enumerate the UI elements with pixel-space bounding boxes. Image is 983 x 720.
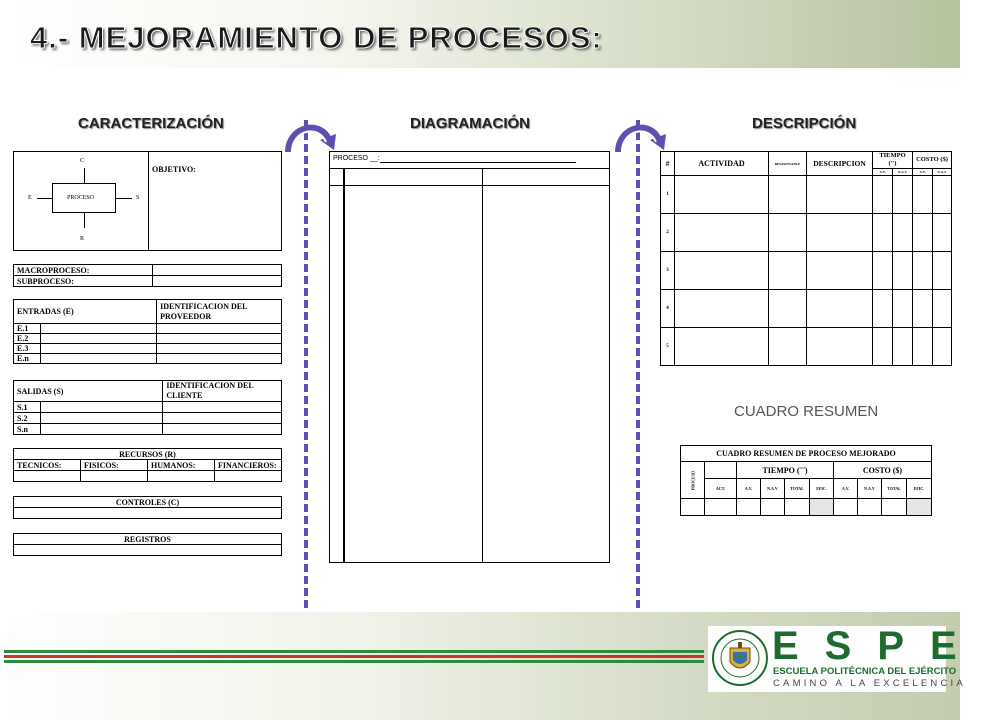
resumen-cell[interactable] bbox=[705, 499, 737, 516]
desc-sub-av: A.V. bbox=[873, 169, 893, 176]
cliente-cell[interactable] bbox=[163, 402, 282, 413]
footer-stripes bbox=[4, 650, 704, 665]
desc-cell[interactable] bbox=[893, 252, 913, 290]
subproceso-value[interactable] bbox=[153, 276, 282, 287]
resumen-sub-act: ACT. bbox=[705, 479, 737, 499]
desc-cell[interactable] bbox=[873, 252, 893, 290]
resumen-sub-total: TOTAL bbox=[882, 479, 907, 499]
resumen-sub-nav: N.A.V bbox=[858, 479, 882, 499]
page-title: 4.- MEJORAMIENTO DE PROCESOS: bbox=[30, 20, 603, 55]
salida-cell[interactable] bbox=[41, 402, 163, 413]
desc-cell[interactable] bbox=[807, 328, 873, 366]
desc-cell[interactable] bbox=[675, 214, 769, 252]
desc-header-tiempo: TIEMPO (") bbox=[873, 152, 913, 169]
desc-row-num: 2 bbox=[661, 214, 675, 252]
desc-row-num: 3 bbox=[661, 252, 675, 290]
controles-cell[interactable] bbox=[14, 508, 282, 519]
resumen-sub-efic: EFIC. bbox=[907, 479, 932, 499]
proveedor-cell[interactable] bbox=[157, 334, 282, 344]
entrada-row-label: E.2 bbox=[14, 334, 41, 344]
resumen-sub-efic: EFIC. bbox=[810, 479, 834, 499]
proveedor-header: IDENTIFICACION DEL PROVEEDOR bbox=[157, 300, 282, 324]
entradas-header: ENTRADAS (E) bbox=[14, 300, 157, 324]
registros-table bbox=[13, 533, 282, 556]
espe-name: ESCUELA POLITÉCNICA DEL EJÉRCITO bbox=[773, 666, 957, 677]
resumen-cell[interactable] bbox=[737, 499, 761, 516]
desc-cell[interactable] bbox=[893, 176, 913, 214]
separator-left bbox=[304, 120, 308, 608]
recursos-col-financieros: FINANCIEROS: bbox=[215, 460, 282, 471]
desc-cell[interactable] bbox=[893, 328, 913, 366]
objetivo-label: OBJETIVO: bbox=[152, 165, 196, 174]
diagram-label-s: S bbox=[136, 195, 140, 201]
proveedor-cell[interactable] bbox=[157, 324, 282, 334]
resumen-table bbox=[680, 445, 932, 516]
desc-cell[interactable] bbox=[873, 290, 893, 328]
desc-cell[interactable] bbox=[913, 290, 933, 328]
resumen-cell[interactable] bbox=[761, 499, 785, 516]
desc-cell[interactable] bbox=[933, 214, 952, 252]
desc-sub-nav: N.A.V bbox=[933, 169, 952, 176]
desc-cell[interactable] bbox=[675, 176, 769, 214]
registros-cell[interactable] bbox=[14, 545, 282, 556]
resumen-sub-av: A.V. bbox=[737, 479, 761, 499]
desc-cell[interactable] bbox=[807, 176, 873, 214]
desc-cell[interactable] bbox=[873, 328, 893, 366]
resumen-cell[interactable] bbox=[681, 499, 705, 516]
curved-arrow-icon bbox=[612, 112, 668, 156]
curved-arrow-icon bbox=[282, 112, 338, 156]
recursos-cell[interactable] bbox=[215, 471, 282, 482]
diagram-frame bbox=[329, 151, 610, 563]
separator-right bbox=[636, 120, 640, 608]
descripcion-table bbox=[660, 151, 952, 366]
desc-cell[interactable] bbox=[807, 290, 873, 328]
entrada-cell[interactable] bbox=[41, 344, 157, 354]
desc-cell[interactable] bbox=[913, 214, 933, 252]
desc-cell[interactable] bbox=[769, 176, 807, 214]
desc-cell[interactable] bbox=[769, 290, 807, 328]
espe-seal-icon bbox=[712, 628, 768, 688]
desc-sub-nav: N.A.V bbox=[893, 169, 913, 176]
desc-header-costo: COSTO ($) bbox=[913, 152, 952, 169]
salida-row-label: S.2 bbox=[14, 413, 41, 424]
recursos-cell[interactable] bbox=[14, 471, 81, 482]
entrada-cell[interactable] bbox=[41, 354, 157, 364]
desc-cell[interactable] bbox=[807, 214, 873, 252]
resumen-sub-nav: N.A.V bbox=[761, 479, 785, 499]
cliente-cell[interactable] bbox=[163, 424, 282, 435]
resumen-cell[interactable] bbox=[785, 499, 810, 516]
cliente-header: IDENTIFICACION DEL CLIENTE bbox=[163, 381, 282, 402]
desc-row-num: 5 bbox=[661, 328, 675, 366]
controles-table bbox=[13, 496, 282, 519]
salidas-header: SALIDAS (S) bbox=[14, 381, 163, 402]
macroproceso-table bbox=[13, 264, 282, 287]
desc-cell[interactable] bbox=[873, 214, 893, 252]
desc-header-num: # bbox=[661, 152, 675, 176]
desc-cell[interactable] bbox=[933, 290, 952, 328]
diagram-label-e: E bbox=[28, 195, 32, 201]
recursos-col-humanos: HUMANOS: bbox=[148, 460, 215, 471]
recursos-cell[interactable] bbox=[148, 471, 215, 482]
desc-cell[interactable] bbox=[769, 252, 807, 290]
recursos-col-tecnicos: TECNICOS: bbox=[14, 460, 81, 471]
entrada-row-label: E.3 bbox=[14, 344, 41, 354]
resumen-title: CUADRO RESUMEN DE PROCESO MEJORADO bbox=[681, 446, 932, 462]
resumen-sub-av: A.V. bbox=[834, 479, 858, 499]
desc-row-num: 4 bbox=[661, 290, 675, 328]
desc-cell[interactable] bbox=[933, 176, 952, 214]
desc-cell[interactable] bbox=[675, 290, 769, 328]
desc-header-responsable: RESPONSABLE bbox=[769, 152, 807, 176]
entrada-row-label: E.n bbox=[14, 354, 41, 364]
cuadro-resumen-title: CUADRO RESUMEN bbox=[734, 403, 879, 420]
entrada-cell[interactable] bbox=[41, 324, 157, 334]
desc-cell[interactable] bbox=[675, 328, 769, 366]
espe-wordmark: ESPE bbox=[772, 624, 983, 668]
resumen-cell[interactable] bbox=[907, 499, 932, 516]
diagram-label-r: R bbox=[80, 236, 85, 242]
recursos-header: RECURSOS (R) bbox=[14, 449, 282, 460]
process-box: PROCESO bbox=[52, 183, 116, 213]
macroproceso-value[interactable] bbox=[153, 265, 282, 276]
recursos-col-fisicos: FISICOS: bbox=[81, 460, 148, 471]
entrada-cell[interactable] bbox=[41, 334, 157, 344]
desc-cell[interactable] bbox=[769, 328, 807, 366]
desc-cell[interactable] bbox=[675, 252, 769, 290]
macroproceso-label: MACROPROCESO: bbox=[14, 265, 153, 276]
resumen-cell[interactable] bbox=[882, 499, 907, 516]
desc-cell[interactable] bbox=[807, 252, 873, 290]
resumen-cell[interactable] bbox=[858, 499, 882, 516]
diagram-label-c: C bbox=[80, 158, 85, 164]
resumen-costo-header: COSTO ($) bbox=[834, 462, 932, 479]
resumen-tiempo-header: TIEMPO (¨¨) bbox=[737, 462, 834, 479]
registros-header: REGISTROS bbox=[14, 534, 282, 545]
salida-row-label: S.n bbox=[14, 424, 41, 435]
desc-cell[interactable] bbox=[893, 290, 913, 328]
section-title-caracterizacion: CARACTERIZACIÓN bbox=[78, 115, 224, 132]
desc-cell[interactable] bbox=[913, 252, 933, 290]
desc-cell[interactable] bbox=[913, 328, 933, 366]
proveedor-cell[interactable] bbox=[157, 344, 282, 354]
resumen-proceso-header: PROCESO bbox=[681, 462, 705, 499]
subproceso-label: SUBPROCESO: bbox=[14, 276, 153, 287]
desc-cell[interactable] bbox=[769, 214, 807, 252]
section-title-diagramacion: DIAGRAMACIÓN bbox=[410, 115, 530, 132]
proveedor-cell[interactable] bbox=[157, 354, 282, 364]
desc-cell[interactable] bbox=[873, 176, 893, 214]
entrada-row-label: E.1 bbox=[14, 324, 41, 334]
desc-cell[interactable] bbox=[933, 328, 952, 366]
recursos-cell[interactable] bbox=[81, 471, 148, 482]
diagram-lane-header[interactable] bbox=[345, 168, 609, 185]
desc-header-actividad: ACTIVIDAD bbox=[675, 152, 769, 176]
salida-cell[interactable] bbox=[41, 413, 163, 424]
characterization-diagram-box bbox=[13, 151, 282, 251]
resumen-blank bbox=[705, 462, 737, 479]
controles-header: CONTROLES (C) bbox=[14, 497, 282, 508]
recursos-table bbox=[13, 448, 282, 482]
desc-sub-av: A.V. bbox=[913, 169, 933, 176]
salida-row-label: S.1 bbox=[14, 402, 41, 413]
espe-motto: CAMINO A LA EXCELENCIA bbox=[773, 678, 966, 689]
entradas-table bbox=[13, 299, 282, 364]
diagram-proceso-label: PROCESO __: bbox=[333, 155, 380, 162]
desc-row-num: 1 bbox=[661, 176, 675, 214]
desc-cell[interactable] bbox=[893, 214, 913, 252]
desc-header-descripcion: DESCRIPCION bbox=[807, 152, 873, 176]
resumen-cell[interactable] bbox=[810, 499, 834, 516]
desc-cell[interactable] bbox=[913, 176, 933, 214]
resumen-sub-total: TOTAL bbox=[785, 479, 810, 499]
cliente-cell[interactable] bbox=[163, 413, 282, 424]
resumen-cell[interactable] bbox=[834, 499, 858, 516]
salida-cell[interactable] bbox=[41, 424, 163, 435]
section-title-descripcion: DESCRIPCIÓN bbox=[752, 115, 857, 132]
salidas-table bbox=[13, 380, 282, 435]
desc-cell[interactable] bbox=[933, 252, 952, 290]
